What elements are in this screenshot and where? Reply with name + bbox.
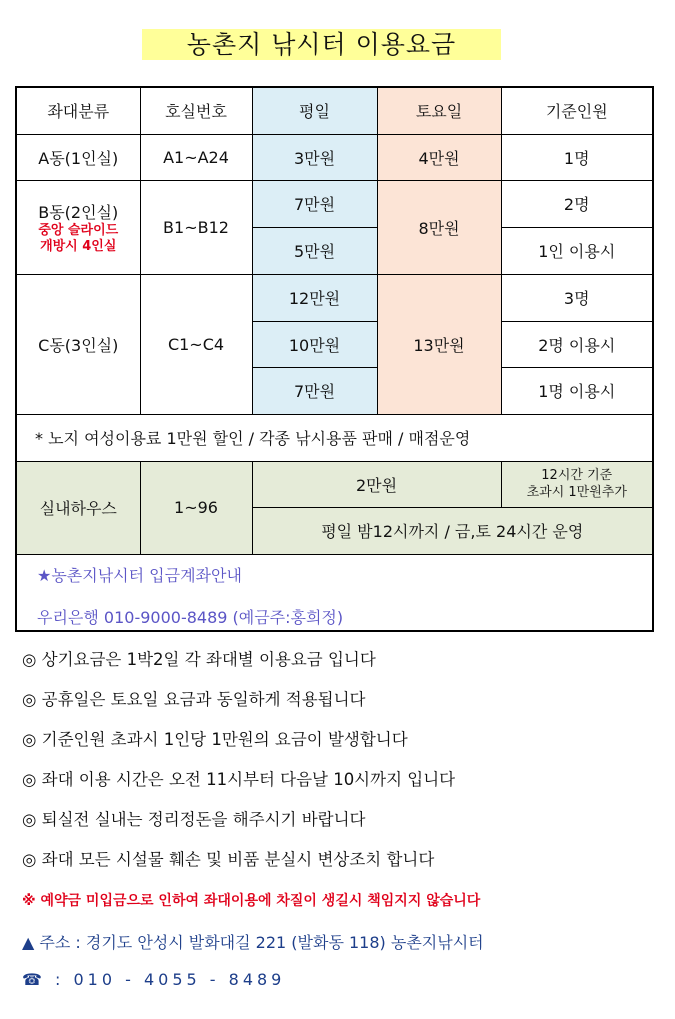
c-people-3: 1명 이용시 [501,367,653,414]
note-item: ◎ 공휴일은 토요일 요금과 동일하게 적용됩니다 [22,690,366,709]
b-room: B1~B12 [140,180,252,274]
a-people: 1명 [501,134,653,180]
b-people-2: 1인 이용시 [501,227,653,274]
phone-text: ☎ : 010 - 4055 - 8489 [22,970,286,989]
a-saturday: 4만원 [377,134,501,180]
rates-table [15,86,654,632]
a-category: A동(1인실) [16,134,140,180]
note-item: ◎ 좌대 모든 시설물 훼손 및 비품 분실시 변상조치 합니다 [22,850,435,869]
page-title: 농촌지 낚시터 이용요금 [142,29,501,60]
b-note-2: 개방시 4인실 [40,238,117,254]
c-category: C동(3인실) [16,274,140,414]
indoor-extra-2: 초과시 1만원추가 [526,485,627,500]
table-header-row [16,87,653,134]
a-weekday: 3만원 [252,134,377,180]
notes-list [22,650,662,989]
c-room: C1~C4 [140,274,252,414]
b-category: B동(2인실) [38,202,119,222]
header-room: 호실번호 [140,87,252,134]
note-item: ◎ 기준인원 초과시 1인당 1만원의 요금이 발생합니다 [22,730,408,749]
c-weekday-3: 7만원 [252,367,377,414]
note-item: ◎ 상기요금은 1박2일 각 좌대별 이용요금 입니다 [22,650,376,669]
table-row-b1 [16,180,653,227]
header-category: 좌대분류 [16,87,140,134]
bank-line-1: ★농촌지낚시터 입금계좌안내 [37,565,242,585]
b-weekday-1: 7만원 [252,180,377,227]
indoor-room: 1~96 [140,461,252,554]
b-saturday: 8만원 [377,180,501,274]
bank-line-2: 우리은행 010-9000-8489 (예금주:홍희정) [37,607,344,627]
c-weekday-1: 12만원 [252,274,377,321]
b-note-1: 중앙 슬라이드 [38,222,119,238]
address-text: ▲ 주소 : 경기도 안성시 발화대길 221 (발화동 118) 농촌지낚시터 [22,933,484,952]
table-bank-row [16,554,653,631]
table-row-indoor-1 [16,461,653,507]
a-room: A1~A24 [140,134,252,180]
b-category-cell [16,180,140,274]
header-people: 기준인원 [501,87,653,134]
note-item: ◎ 퇴실전 실내는 정리정돈을 해주시기 바랍니다 [22,810,366,829]
header-saturday: 토요일 [377,87,501,134]
table-row-a [16,134,653,180]
bank-info [16,554,653,631]
table-row-c1 [16,274,653,321]
table-note-row [16,414,653,461]
indoor-price: 2만원 [252,461,501,507]
c-people-1: 3명 [501,274,653,321]
header-weekday: 평일 [252,87,377,134]
c-people-2: 2명 이용시 [501,321,653,367]
indoor-hours: 평일 밤12시까지 / 금,토 24시간 운영 [252,507,653,554]
note-item: ◎ 좌대 이용 시간은 오전 11시부터 다음날 10시까지 입니다 [22,770,456,789]
indoor-extra-1: 12시간 기준 [541,468,613,483]
warning-text: ※ 예약금 미입금으로 인하여 좌대이용에 차질이 생길시 책임지지 않습니다 [22,893,481,909]
table-note: * 노지 여성이용료 1만원 할인 / 각종 낚시용품 판매 / 매점운영 [16,414,653,461]
indoor-label: 실내하우스 [16,461,140,554]
indoor-extra-cell [501,461,653,507]
c-saturday: 13만원 [377,274,501,414]
b-people-1: 2명 [501,180,653,227]
b-weekday-2: 5만원 [252,227,377,274]
c-weekday-2: 10만원 [252,321,377,367]
